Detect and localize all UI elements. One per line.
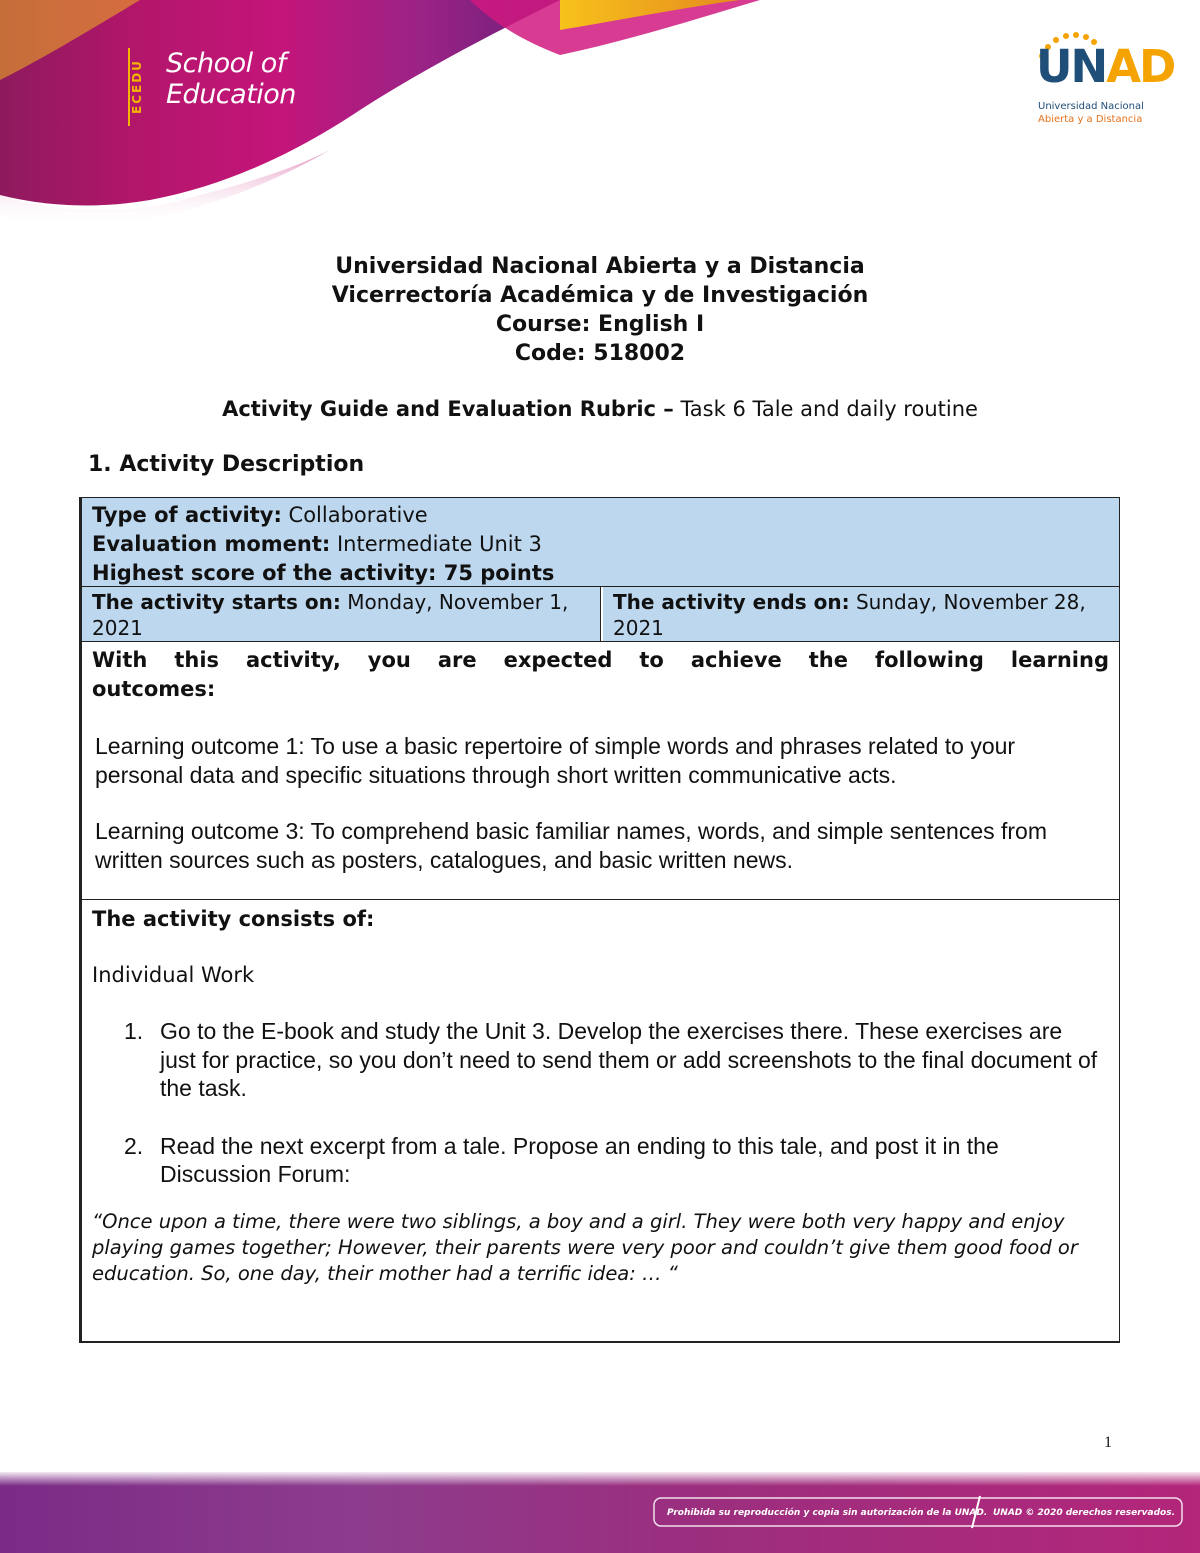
vice-rectory-title: Vicerrectoría Académica y de Investigación <box>331 283 869 308</box>
activity-guide-title: Activity Guide and Evaluation Rubric – Task 6 Tale and daily routine <box>222 397 978 421</box>
activity-dates-row <box>82 587 1119 642</box>
evaluation-moment: Evaluation moment: Intermediate Unit 3 <box>92 532 542 556</box>
activity-start-date: The activity starts on: Monday, November 1, 2021 <box>82 587 601 641</box>
header-banner <box>0 0 1200 230</box>
tale-excerpt: “Once upon a time, there were two siblings, a boy and a girl. They were both very happy and enjoy playing games together; However, their parents were very poor and couldn’t give them good food or education. So, one day, their mother had a terrific idea: … “ <box>92 1209 1078 1285</box>
footer-copyright: UNAD © 2020 derechos reservados. <box>993 1508 1176 1518</box>
outcomes-intro: With this activity, you are expected to achieve the following learning outcomes: <box>92 648 1109 701</box>
highest-score: Highest score of the activity: 75 points <box>92 561 555 585</box>
learning-outcomes-row <box>82 642 1119 900</box>
activity-consists-row <box>82 900 1119 1340</box>
ecedu-label: ECEDU <box>128 48 152 126</box>
document-titles <box>0 252 1200 368</box>
school-name <box>166 48 296 110</box>
university-title: Universidad Nacional Abierta y a Distancia <box>335 254 865 279</box>
activity-type: Type of activity: Collaborative <box>92 503 428 527</box>
list-item: 1. Go to the E-book and study the Unit 3. Develop the exercises there. These exercises are just for practice, so you don’t need to send them or add screenshots to the final document of the task. <box>124 1018 1098 1101</box>
activity-type-row <box>82 498 1119 587</box>
steps-list <box>92 1017 1109 1189</box>
activity-end-date: The activity ends on: Sunday, November 28, 2021 <box>603 587 1119 641</box>
section-heading: 1. Activity Description <box>88 452 365 477</box>
unad-subtitle: Universidad Nacional Abierta y a Distancia <box>1038 101 1144 125</box>
consists-title: The activity consists of: <box>92 907 375 931</box>
individual-work-label: Individual Work <box>92 963 255 987</box>
unad-logo <box>1030 30 1175 130</box>
course-title: Course: English I <box>495 312 705 337</box>
list-item: 2. Read the next excerpt from a tale. Propose an ending to this tale, and post it in the Discussion Forum: <box>124 1132 999 1187</box>
school-line-2: Education <box>166 79 296 110</box>
learning-outcome-1: Learning outcome 1: To use a basic repertoire of simple words and phrases related to your personal data and specific situations through short written communicative acts. <box>95 733 1016 788</box>
school-line-1: School of <box>166 48 286 79</box>
learning-outcome-3: Learning outcome 3: To comprehend basic familiar names, words, and simple sentences from written sources such as posters, catalogues, and basic written news. <box>95 818 1047 873</box>
unad-wordmark: UNAD <box>1036 40 1175 93</box>
activity-description-table <box>79 497 1120 1343</box>
page-number: 1 <box>1104 1434 1112 1451</box>
footer-reproduction-note: Prohibida su reproducción y copia sin autorización de la UNAD. <box>667 1508 988 1518</box>
course-code: Code: 518002 <box>514 341 686 366</box>
